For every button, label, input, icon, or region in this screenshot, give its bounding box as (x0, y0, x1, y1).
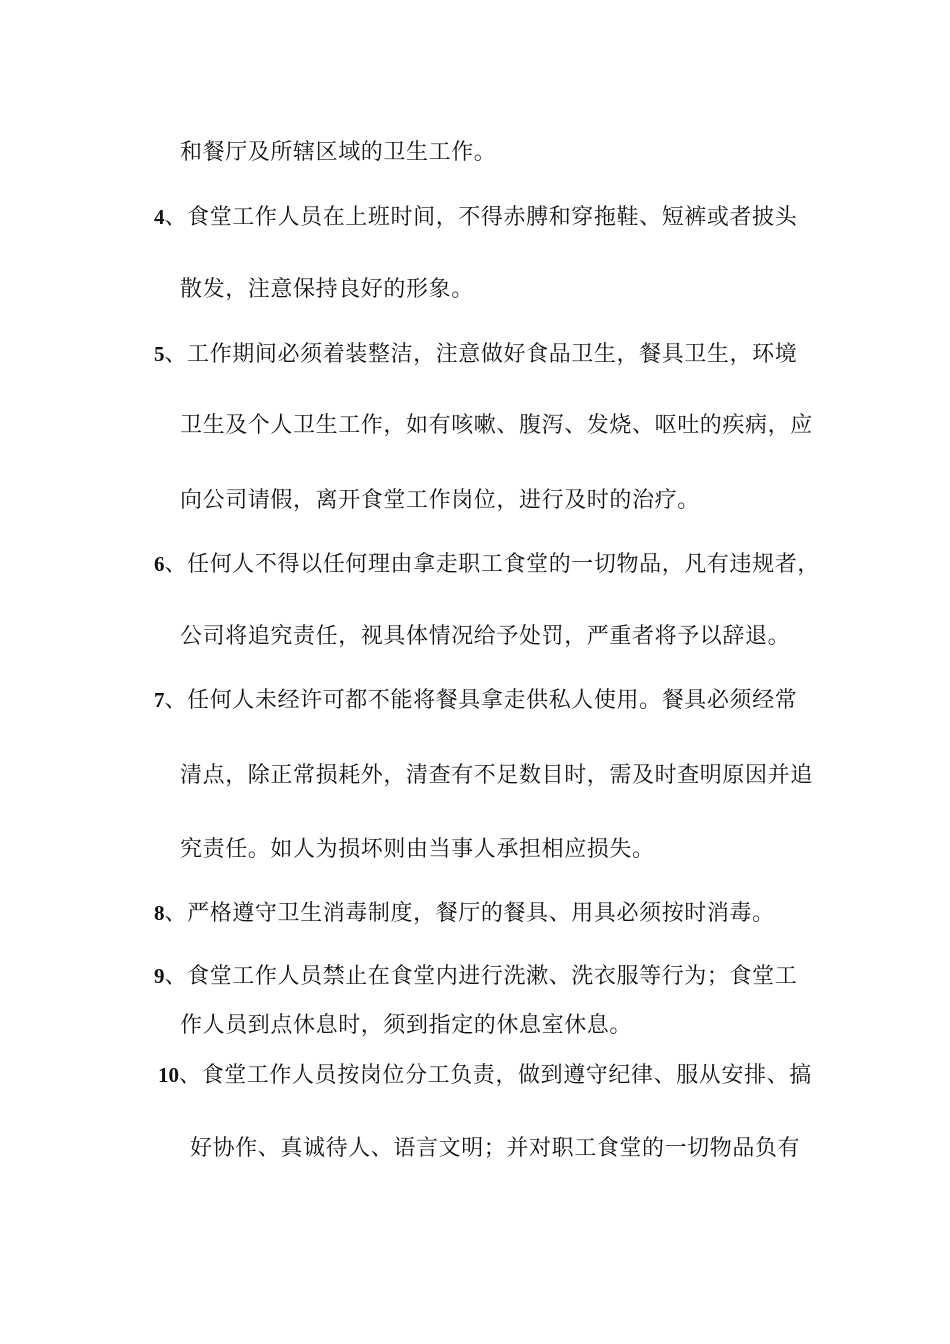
line-text: 向公司请假，离开食堂工作岗位，进行及时的治疗。 (180, 488, 700, 513)
rule-5-line-3 (180, 487, 700, 515)
rule-10-line-2 (190, 1135, 800, 1163)
rule-7-line-3 (180, 836, 655, 864)
line-text: 好协作、真诚待人、语言文明；并对职工食堂的一切物品负有 (190, 1136, 801, 1161)
rule-5-line-1 (154, 340, 797, 369)
rule-5-line-2 (180, 412, 813, 440)
line-text: 散发，注意保持良好的形象。 (180, 277, 474, 302)
rule-4-line-2 (180, 276, 474, 304)
line-text: 、食堂工作人员禁止在食堂内进行洗漱、洗衣服等行为；食堂工 (164, 964, 798, 989)
text-line-1 (180, 139, 496, 167)
rule-7-line-2 (180, 762, 813, 790)
line-text: 究责任。如人为损坏则由当事人承担相应损失。 (180, 837, 655, 862)
rule-6-line-2 (180, 623, 790, 651)
rule-number: 8 (154, 901, 165, 925)
rule-8-line-1 (154, 899, 775, 928)
rule-4-line-1 (154, 203, 797, 232)
rule-number: 6 (154, 552, 165, 576)
line-text: 作人员到点休息时，须到指定的休息室休息。 (180, 1013, 633, 1038)
line-text: 、任何人不得以任何理由拿走职工食堂的一切物品，凡有违规者， (164, 552, 820, 577)
rule-number: 4 (154, 205, 165, 229)
rule-7-line-1 (154, 686, 797, 715)
line-text: 公司将追究责任，视具体情况给予处罚，严重者将予以辞退。 (180, 624, 791, 649)
rule-6-line-1 (154, 550, 820, 579)
line-text: 、任何人未经许可都不能将餐具拿走供私人使用。餐具必须经常 (164, 688, 798, 713)
rule-number: 9 (154, 964, 165, 988)
line-text: 和餐厅及所辖区域的卫生工作。 (180, 140, 497, 165)
line-text: 卫生及个人卫生工作，如有咳嗽、腹泻、发烧、呕吐的疾病，应 (180, 413, 813, 438)
line-text: 清点，除正常损耗外，清查有不足数目时，需及时查明原因并追 (180, 763, 813, 788)
line-text: 、严格遵守卫生消毒制度，餐厅的餐具、用具必须按时消毒。 (164, 901, 775, 926)
rule-10-line-1 (158, 1061, 812, 1090)
line-text: 、食堂工作人员在上班时间，不得赤膊和穿拖鞋、短裤或者披头 (164, 205, 798, 230)
line-text: 、食堂工作人员按岗位分工负责，做到遵守纪律、服从安排、搞 (179, 1063, 812, 1088)
rule-9-line-1 (154, 962, 797, 991)
rule-number: 10 (158, 1063, 179, 1087)
rule-number: 5 (154, 342, 165, 366)
line-text: 、工作期间必须着装整洁，注意做好食品卫生，餐具卫生，环境 (164, 342, 798, 367)
rule-9-line-2 (180, 1012, 632, 1040)
rule-number: 7 (154, 688, 165, 712)
